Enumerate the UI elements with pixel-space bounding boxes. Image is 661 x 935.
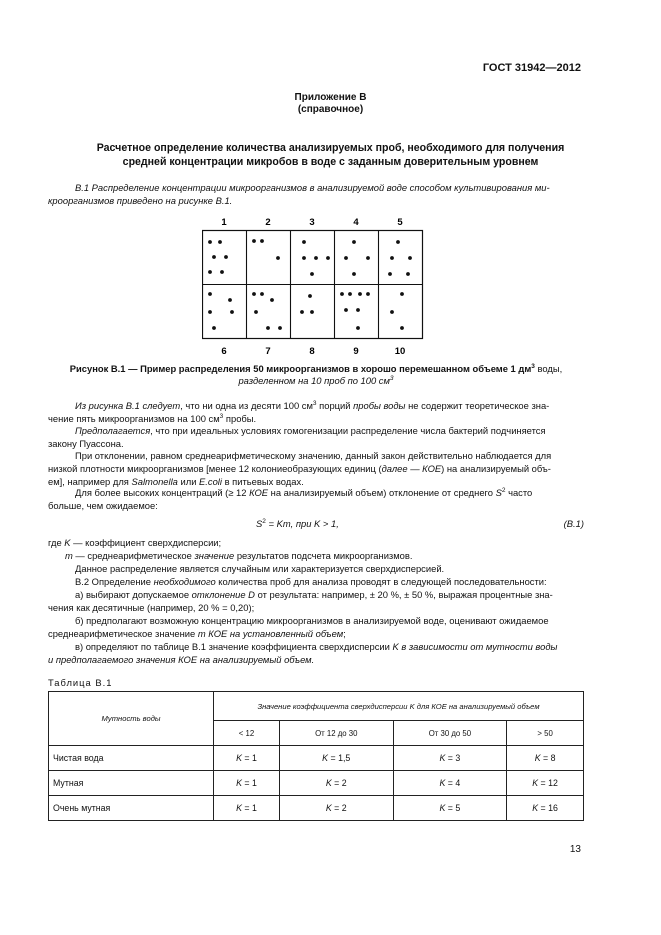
- cell: K = 1: [214, 796, 280, 821]
- where-b: — коэффициент сверхдисперсии;: [70, 537, 222, 548]
- p4-b: КОЕ: [249, 487, 269, 498]
- microorganism-dot: [366, 256, 370, 260]
- p7-a: а) выбирают допускаемое: [75, 589, 192, 600]
- intro-paragraph: [48, 181, 584, 207]
- p2-b: , что при идеальных условиях гомогенизации распределение числа бактерий подчиняется: [150, 425, 546, 436]
- paragraph-2: [48, 424, 584, 450]
- where-e: результатов подсчета микроорганизмов.: [234, 550, 413, 561]
- where-a: где: [48, 537, 65, 548]
- p8-b: m КОЕ на установленный объем: [197, 628, 344, 639]
- formula-number: (В.1): [563, 518, 584, 529]
- microorganism-dot: [252, 292, 256, 296]
- p3-line2-c: ) на анализируемый объ-: [441, 463, 551, 474]
- figure-b1-grid: [202, 213, 432, 355]
- microorganism-dot: [208, 310, 212, 314]
- p7-line2: чения как десятичные (например, 20 % = 0,20);: [48, 602, 255, 613]
- p1-line2: чение пять микроорганизмов на 100 см: [48, 413, 220, 424]
- cell-label-bottom: 9: [353, 346, 359, 355]
- microorganism-dot: [208, 240, 212, 244]
- col-header: > 50: [507, 721, 584, 746]
- paragraph-1: [48, 399, 584, 425]
- microorganism-dot: [310, 272, 314, 276]
- p8-line1: б) предполагают возможную концентрацию микроорганизмов в анализируемой воде, оценивают ожидаемое: [75, 615, 549, 626]
- p4-c: на анализируемый объем) отклонение от среднего: [268, 487, 496, 498]
- cell: K = 3: [393, 746, 507, 771]
- cell: K = 5: [393, 796, 507, 821]
- table-row: [49, 796, 584, 821]
- row-name: Чистая вода: [49, 746, 214, 771]
- intro-line2: кроорганизмов приведено на рисунке В.1.: [48, 195, 233, 206]
- cell-label-bottom: 6: [221, 346, 227, 355]
- p6-b: необходимого: [153, 576, 216, 587]
- table-b1: [48, 691, 584, 821]
- p8-c: ;: [343, 628, 346, 639]
- intro-line1: В.1 Распределение концентрации микроорганизмов в анализируемой воде способом культивирования ми-: [75, 182, 550, 193]
- table-corner: Мутность воды: [49, 692, 214, 746]
- table-span-header: Значение коэффициента сверхдисперсии K для КОЕ на анализируемый объем: [214, 692, 584, 721]
- p4-line2: больше, чем ожидаемое:: [48, 500, 158, 511]
- microorganism-dot: [224, 255, 228, 259]
- microorganism-dot: [352, 272, 356, 276]
- section-title-line2: средней концентрации микробов в воде с заданным доверительным уровнем: [122, 156, 539, 168]
- microorganism-dot: [400, 326, 404, 330]
- cell: K = 1: [214, 746, 280, 771]
- microorganism-dot: [300, 310, 304, 314]
- microorganism-dot: [270, 298, 274, 302]
- p4-sup: 2: [501, 486, 506, 494]
- p9-b: K: [392, 641, 399, 652]
- cell: K = 1,5: [279, 746, 393, 771]
- p3-line3-b: Salmonella: [131, 476, 178, 487]
- cell-label-bottom: 7: [265, 346, 271, 355]
- microorganism-dot: [314, 256, 318, 260]
- microorganism-dot: [302, 256, 306, 260]
- microorganism-dot: [278, 326, 282, 330]
- cell-label-top: 4: [353, 217, 359, 228]
- paragraph-5: Данное распределение является случайным или характеризуется сверхдисперсией.: [75, 563, 445, 574]
- where-m: m: [65, 550, 73, 561]
- p1-a: Из рисунка В.1 следует: [75, 400, 181, 411]
- formula-s: S: [256, 518, 263, 529]
- section-title: [0, 141, 661, 169]
- caption-sup2: 3: [389, 374, 394, 382]
- p2-a: Предполагается: [75, 425, 151, 436]
- formula-b1: [48, 517, 584, 531]
- microorganism-dot: [254, 310, 258, 314]
- p1-c: порций: [316, 400, 354, 411]
- microorganism-dot: [302, 240, 306, 244]
- microorganism-dot: [390, 256, 394, 260]
- p6-a: В.2 Определение: [75, 576, 154, 587]
- p1-b: , что ни одна из десяти 100 см: [180, 400, 313, 411]
- caption-sup: 3: [531, 362, 535, 370]
- page-number: 13: [569, 844, 581, 855]
- p3-line1: При отклонении, равном среднеарифметическому значению, данный закон действительно наблюдается для: [75, 450, 552, 461]
- microorganism-dot: [228, 298, 232, 302]
- section-title-line1: Расчетное определение количества анализируемых проб, необходимого для получения: [96, 142, 565, 154]
- p1-sup: 3: [312, 399, 317, 407]
- cell: K = 2: [279, 796, 393, 821]
- cell-label-top: 1: [221, 217, 227, 228]
- microorganism-dot: [356, 326, 360, 330]
- p9-line2: и предполагаемого значения КОЕ на анализируемый объем.: [48, 654, 315, 665]
- caption-line2: разделенном на 10 проб по 100 см: [238, 375, 390, 386]
- microorganism-dot: [308, 294, 312, 298]
- p3-line3-a: ем], например для: [48, 476, 132, 487]
- p7-c: от результата: например, ± 20 %, ± 50 %, выражая процентные зна-: [254, 589, 553, 600]
- microorganism-dot: [266, 326, 270, 330]
- cell-label-top: 2: [265, 217, 271, 228]
- paragraph-3: [48, 449, 584, 488]
- table-row: [49, 746, 584, 771]
- microorganism-dot: [260, 292, 264, 296]
- microorganism-dot: [220, 270, 224, 274]
- caption-bold: Рисунок В.1 — Пример распределения 50 микроорганизмов в хорошо перемешанном объеме 1 дм: [69, 363, 532, 374]
- formula-rest: = Km, при K > 1,: [265, 518, 339, 529]
- microorganism-dot: [208, 270, 212, 274]
- where-block: [48, 536, 584, 666]
- col-header: От 12 до 30: [279, 721, 393, 746]
- microorganism-dot: [252, 239, 256, 243]
- microorganism-dot: [230, 310, 234, 314]
- microorganism-dot: [344, 308, 348, 312]
- cell-label-bottom: 10: [394, 346, 406, 355]
- microorganism-dot: [406, 272, 410, 276]
- microorganism-dot: [310, 310, 314, 314]
- microorganism-dot: [358, 292, 362, 296]
- p8-a: среднеарифметическое значение: [48, 628, 198, 639]
- paragraph-4: [48, 486, 584, 512]
- microorganism-dot: [326, 256, 330, 260]
- p9-c: в зависимости от мутности воды: [398, 641, 558, 652]
- microorganism-dot: [218, 240, 222, 244]
- microorganism-dot: [212, 326, 216, 330]
- cell-label-top: 5: [397, 217, 403, 228]
- microorganism-dot: [408, 256, 412, 260]
- p3-line2-a: низкой плотности микроорганизмов [менее 12 колониеобразующих единиц (: [48, 463, 382, 474]
- microorganism-dot: [400, 292, 404, 296]
- figure-caption: [48, 363, 584, 387]
- microorganism-dot: [388, 272, 392, 276]
- microorganism-dot: [396, 240, 400, 244]
- microorganism-dot: [348, 292, 352, 296]
- cell: K = 2: [279, 771, 393, 796]
- formula-sup: 2: [262, 517, 266, 525]
- p1-d: пробы воды: [353, 400, 406, 411]
- p3-line3-c: или: [177, 476, 200, 487]
- row-name: Очень мутная: [49, 796, 214, 821]
- row-name: Мутная: [49, 771, 214, 796]
- cell: K = 12: [507, 771, 584, 796]
- p6-c: количества проб для анализа проводят в следующей последовательности:: [215, 576, 547, 587]
- cell-label-bottom: 8: [309, 346, 315, 355]
- microorganism-dot: [208, 292, 212, 296]
- appendix-subtitle: (справочное): [297, 104, 364, 115]
- p3-line2-b: далее — КОЕ: [381, 463, 442, 474]
- p1-e: не содержит теоретическое зна-: [405, 400, 550, 411]
- standard-number: ГОСТ 31942—2012: [482, 62, 581, 74]
- microorganism-dot: [356, 308, 360, 312]
- where-c: — среднеарифметическое: [72, 550, 195, 561]
- p1-sup2: 3: [219, 412, 224, 420]
- p4-e: часто: [505, 487, 533, 498]
- where-d: значение: [194, 550, 235, 561]
- p1-line2-end: пробы.: [223, 413, 257, 424]
- cell: K = 8: [507, 746, 584, 771]
- p4-a: Для более высоких концентраций (≥ 12: [75, 487, 250, 498]
- cell: K = 4: [393, 771, 507, 796]
- table-label: Таблица В.1: [48, 677, 113, 688]
- p9-a: в) определяют по таблице В.1 значение коэффициента сверхдисперсии: [75, 641, 393, 652]
- table-row: [49, 771, 584, 796]
- appendix-title: Приложение В: [294, 92, 367, 103]
- p3-line3-d: E.coli: [199, 476, 222, 487]
- p3-line3-e: в питьевых водах.: [221, 476, 304, 487]
- microorganism-dot: [390, 310, 394, 314]
- microorganism-dot: [260, 239, 264, 243]
- microorganism-dot: [212, 255, 216, 259]
- p4-d: S: [495, 487, 502, 498]
- appendix-heading: [0, 92, 661, 116]
- p2-line2: закону Пуассона.: [48, 438, 124, 449]
- col-header: < 12: [214, 721, 280, 746]
- cell: K = 1: [214, 771, 280, 796]
- caption-tail: воды,: [534, 363, 563, 374]
- microorganism-dot: [344, 256, 348, 260]
- cell: K = 16: [507, 796, 584, 821]
- microorganism-dot: [366, 292, 370, 296]
- microorganism-dot: [340, 292, 344, 296]
- microorganism-dot: [352, 240, 356, 244]
- microorganism-dot: [276, 256, 280, 260]
- where-k: K: [64, 537, 71, 548]
- cell-label-top: 3: [309, 217, 315, 228]
- p7-b: отклонение D: [191, 589, 255, 600]
- col-header: От 30 до 50: [393, 721, 507, 746]
